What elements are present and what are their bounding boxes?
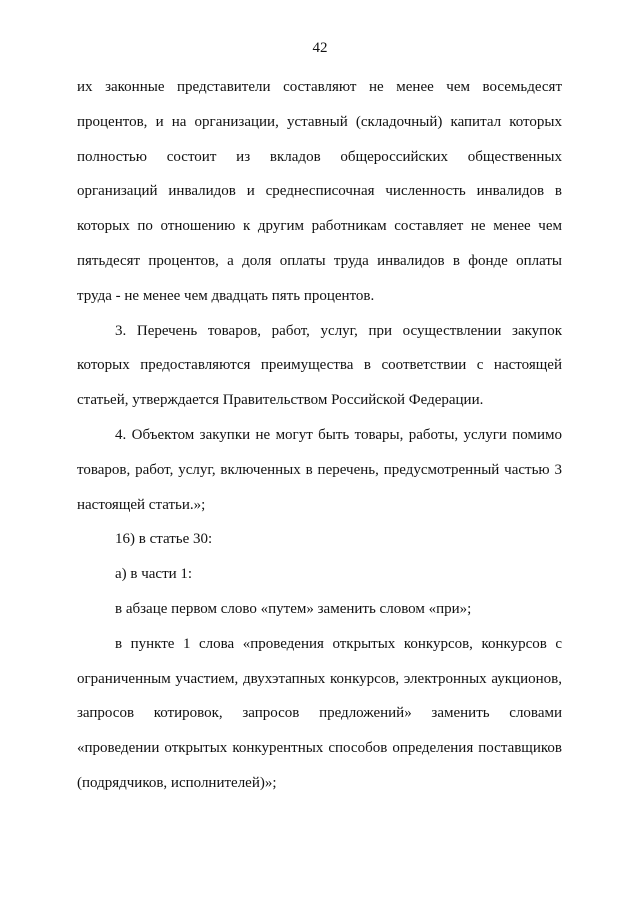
text-line: ограниченным участием, двухэтапных конкурсов, электронных аукционов, xyxy=(77,670,562,687)
text-line: процентов, и на организации, уставный (складочный) капитал которых xyxy=(77,113,562,130)
text-line: которых предоставляются преимущества в соответствии с настоящей xyxy=(77,357,562,374)
page-number: 42 xyxy=(312,40,328,56)
text-line: товаров, работ, услуг, включенных в перечень, предусмотренный частью 3 xyxy=(77,461,562,478)
text-line: их законные представители составляют не менее чем восемьдесят xyxy=(77,79,562,95)
text-line: 4. Объектом закупки не могут быть товары, работы, услуги помимо xyxy=(115,426,562,443)
document-body xyxy=(77,70,562,801)
text-line: организаций инвалидов и среднесписочная численность инвалидов в xyxy=(77,183,562,200)
text-line: а) в части 1: xyxy=(115,566,193,583)
text-line: 16) в статье 30: xyxy=(115,531,213,548)
text-line: пятьдесят процентов, а доля оплаты труда инвалидов в фонде оплаты xyxy=(77,252,562,269)
text-line: статьей, утверждается Правительством Российской Федерации. xyxy=(77,392,484,409)
text-line: в пункте 1 слова «проведения открытых конкурсов, конкурсов с xyxy=(115,635,562,652)
text-line: труда - не менее чем двадцать пять процентов. xyxy=(77,287,375,304)
text-line: 3. Перечень товаров, работ, услуг, при осуществлении закупок xyxy=(115,322,562,339)
text-line: полностью состоит из вкладов общероссийских общественных xyxy=(77,148,562,165)
text-line: которых по отношению к другим работникам составляет не менее чем xyxy=(77,218,562,235)
text-line: «проведении открытых конкурентных способов определения поставщиков xyxy=(77,740,562,757)
text-line: запросов котировок, запросов предложений» заменить словами xyxy=(77,705,562,722)
text-line: в абзаце первом слово «путем» заменить словом «при»; xyxy=(115,600,472,617)
text-line: (подрядчиков, исполнителей)»; xyxy=(77,774,277,791)
text-line: настоящей статьи.»; xyxy=(77,496,206,513)
